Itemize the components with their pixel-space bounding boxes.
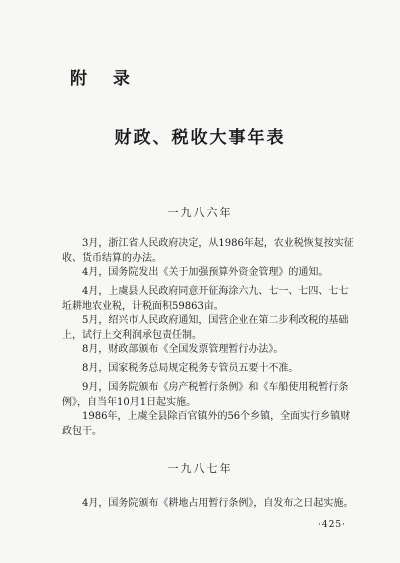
chronicle-entry: 4月，国务院发出《关于加强预算外资金管理》的通知。 [82, 267, 329, 278]
year-heading: 一九八六年 [167, 206, 233, 219]
chronicle-entry: 9月，国务院颁布《房产税暂行条例》和《车船使用税暂行条例》，自当年10月1日起实施。 [62, 382, 349, 408]
page-number: ·425· [318, 520, 346, 530]
chronicle-entry: 1986年，上虞全县除百官镇外的56个乡镇，全面实行乡镇财政包干。 [62, 411, 351, 437]
page-title: 财政、税收大事年表 [114, 128, 286, 148]
chronicle-entry: 5月，绍兴市人民政府通知，国营企业在第二步利改税的基础上，试行上交利润承包责任制。 [62, 315, 349, 341]
chronicle-entry: 4月，国务院颁布《耕地占用暂行条例》，自发布之日起实施。 [82, 498, 354, 509]
chronicle-entry: 8月，国家税务总局规定税务专管员五要十不准。 [82, 363, 299, 374]
appendix-heading: 附 录 [70, 69, 140, 89]
chronicle-entry: 4月，上虞县人民政府同意开征海涂六九、七一、七四、七七坵耕地农业税，计税面积59863亩。 [62, 286, 349, 312]
year-heading: 一九八七年 [167, 462, 233, 475]
chronicle-entry: 8月，财政部颁布《全国发票管理暂行办法》。 [82, 344, 284, 355]
chronicle-entry: 3月，浙江省人民政府决定，从1986年起，农业税恢复按实征收、货币结算的办法。 [62, 238, 354, 264]
